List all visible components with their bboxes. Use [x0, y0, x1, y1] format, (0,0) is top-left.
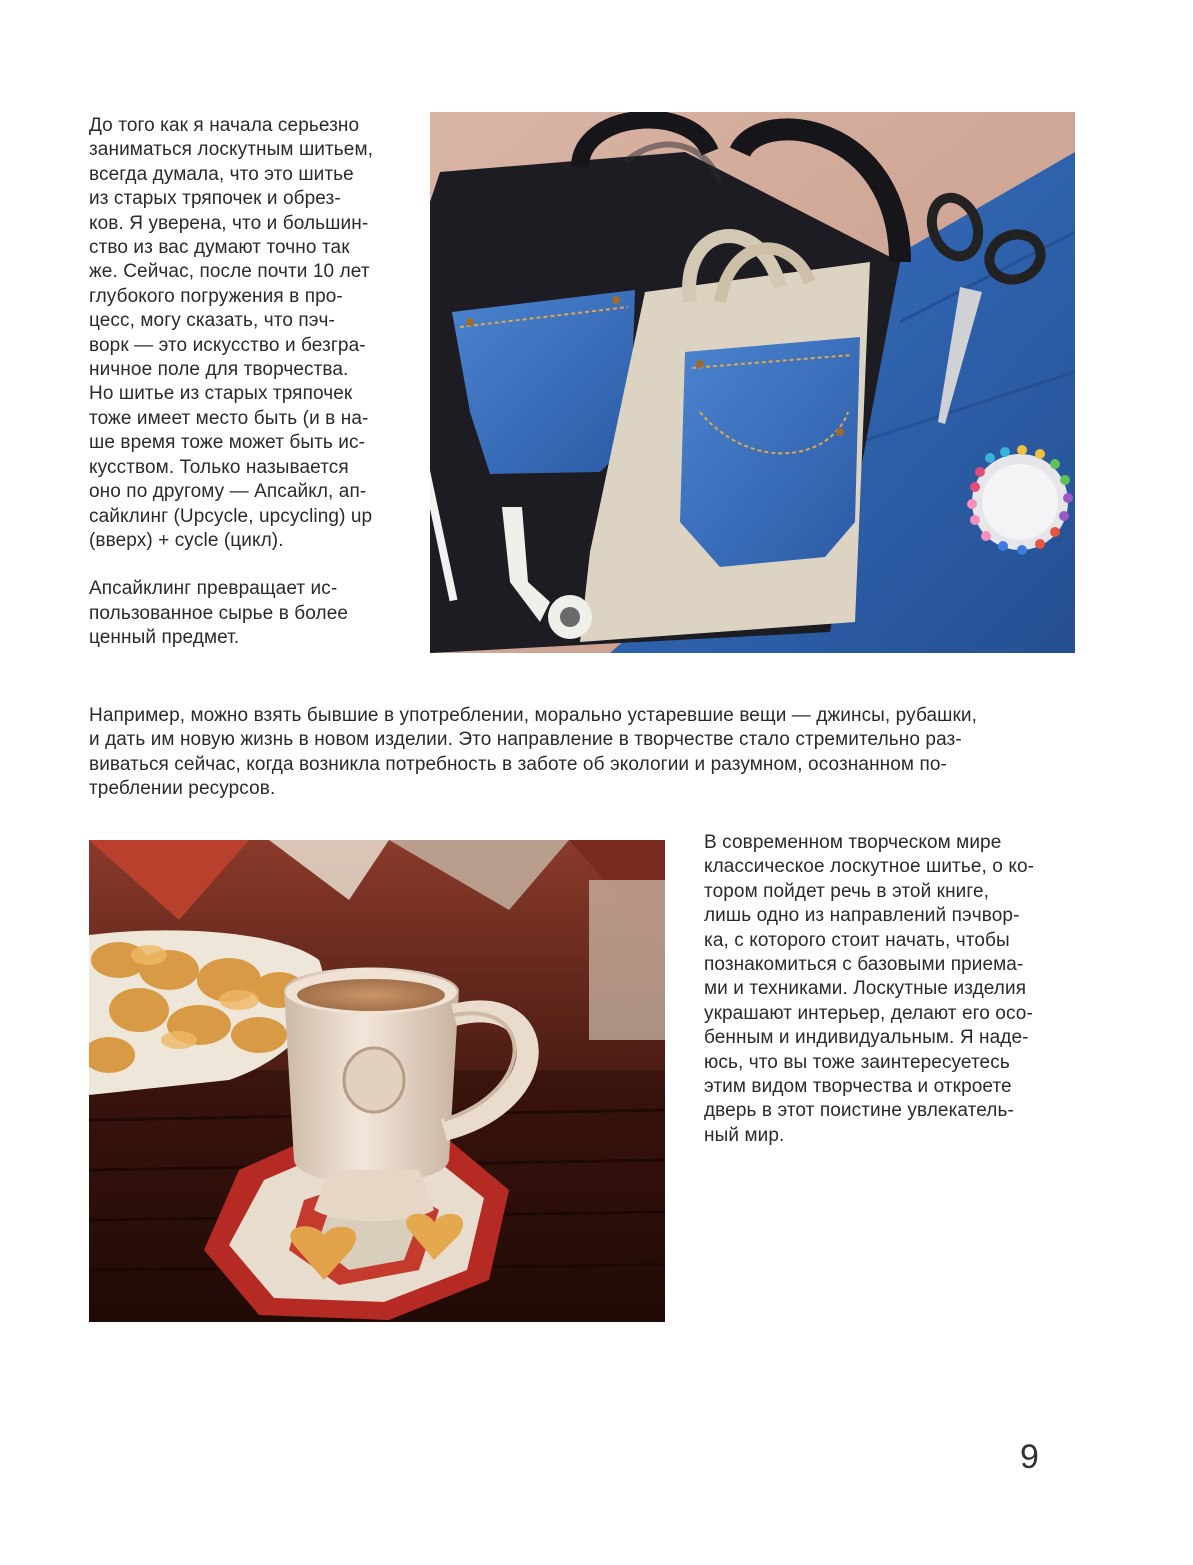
text-line: дверь в этот поистине увлекатель-	[704, 1100, 1014, 1122]
denim-bags-photo	[430, 112, 1075, 653]
text-line: познакомиться с базовыми приема-	[704, 954, 1024, 976]
text-line: цесс, могу сказать, что пэч-	[89, 310, 335, 332]
text-line: ков. Я уверена, что и большин-	[89, 212, 369, 234]
coffee-cup-illustration	[89, 840, 665, 1322]
intro-text-column	[89, 114, 409, 651]
middle-paragraph	[89, 704, 1089, 802]
text-line: украшают интерьер, делают его осо-	[704, 1002, 1033, 1024]
text-line: и дать им новую жизнь в новом изделии. Это направление в творчестве стало стремительно раз-	[89, 729, 962, 751]
text-line: До того как я начала серьезно	[89, 115, 360, 136]
text-line: пользованное сырье в более	[89, 602, 349, 624]
page-number: 9	[1020, 1438, 1039, 1476]
text-line: юсь, что вы тоже заинтересуетесь	[704, 1051, 1010, 1073]
right-text-column	[704, 831, 1084, 1148]
text-line: ми и техниками. Лоскутные изделия	[704, 978, 1027, 1000]
text-line: Апсайклинг превращает ис-	[89, 578, 338, 600]
text-line: Но шитье из старых тряпочек	[89, 383, 353, 405]
text-line: глубокого погружения в про-	[89, 285, 343, 307]
coffee-cup-photo	[89, 840, 665, 1322]
text-line: сайклинг (Upcycle, upcycling) up	[89, 505, 373, 527]
text-line: ный мир.	[704, 1124, 785, 1146]
intro-paragraph	[89, 114, 409, 553]
text-line: ка, с которого стоит начать, чтобы	[704, 929, 1010, 951]
text-line: ничное поле для творчества.	[89, 359, 349, 381]
text-line: ство из вас думают точно так	[89, 237, 350, 259]
denim-bags-illustration	[430, 112, 1075, 653]
text-line: тоже имеет место быть (и в на-	[89, 407, 369, 429]
text-line: же. Сейчас, после почти 10 лет	[89, 261, 370, 283]
text-line: ценный предмет.	[89, 627, 240, 649]
text-line: ворк — это искусство и безгра-	[89, 334, 366, 356]
upcycling-paragraph	[89, 577, 409, 650]
text-line: бенным и индивидуальным. Я наде-	[704, 1027, 1029, 1049]
text-line: ше время тоже может быть ис-	[89, 432, 366, 454]
text-line: треблении ресурсов.	[89, 778, 276, 800]
text-line: (вверх) + cycle (цикл).	[89, 529, 284, 551]
text-line: из старых тряпочек и обрез-	[89, 188, 341, 210]
text-line: тором пойдет речь в этой книге,	[704, 880, 990, 902]
text-line: заниматься лоскутным шитьем,	[89, 139, 374, 161]
text-line: Например, можно взять бывшие в употреблении, морально устаревшие вещи — джинсы, рубашки,	[89, 705, 978, 726]
text-line: В современном творческом мире	[704, 832, 1002, 853]
right-paragraph	[704, 831, 1084, 1148]
text-line: кусством. Только называется	[89, 456, 349, 478]
text-line: виваться сейчас, когда возникла потребность в заботе об экологии и разумном, осознанном по-	[89, 753, 947, 775]
text-line: лишь одно из направлений пэчвор-	[704, 905, 1020, 927]
text-line: классическое лоскутное шитье, о ко-	[704, 856, 1035, 878]
text-line: этим видом творчества и откроете	[704, 1076, 1012, 1098]
middle-text-column	[89, 704, 1089, 802]
text-line: оно по другому — Апсайкл, ап-	[89, 481, 367, 503]
text-line: всегда думала, что это шитье	[89, 163, 354, 185]
